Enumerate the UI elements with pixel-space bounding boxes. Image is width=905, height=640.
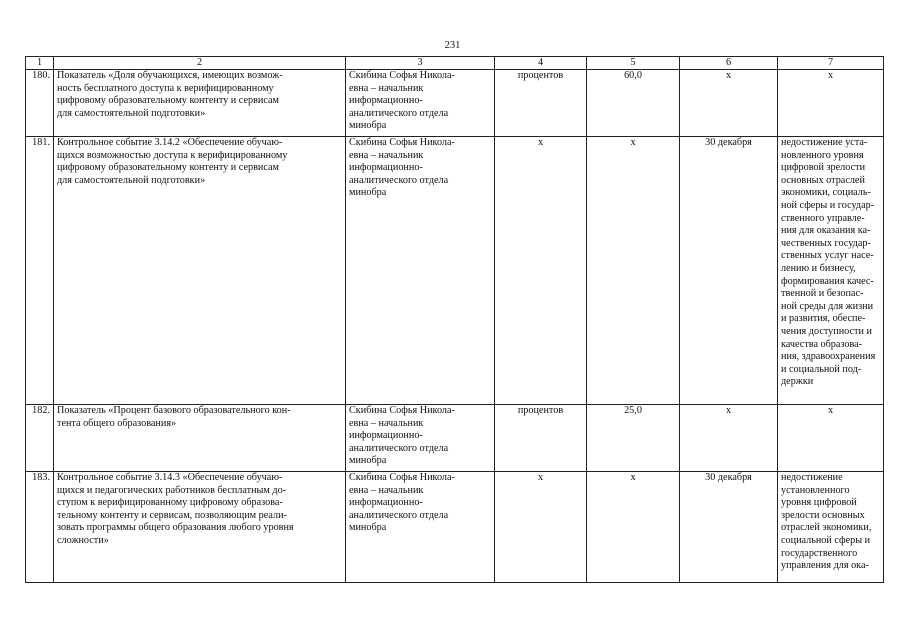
responsible-line: евна – начальник bbox=[349, 417, 424, 429]
risk-line: формирования качес- bbox=[781, 275, 874, 287]
header-col-4: 4 bbox=[495, 57, 587, 70]
risk-line: твенной и безопас- bbox=[781, 288, 864, 300]
risk-line: ственных услуг насе- bbox=[781, 250, 874, 262]
row-risk bbox=[778, 137, 884, 405]
risk-line: и социальной под- bbox=[781, 363, 862, 375]
risk-line: ния для оказания ка- bbox=[781, 225, 871, 237]
responsible-line: минобра bbox=[349, 120, 387, 132]
responsible-line: минобра bbox=[349, 522, 387, 534]
responsible-line: евна – начальник bbox=[349, 484, 424, 496]
risk-line: ния, здравоохранения bbox=[781, 351, 876, 363]
responsible-line: евна – начальник bbox=[349, 149, 424, 161]
risk-line: экономики, социаль- bbox=[781, 187, 871, 199]
row-number: 181. bbox=[26, 137, 54, 405]
table-row bbox=[26, 405, 884, 472]
row-risk bbox=[778, 405, 884, 472]
risk-line: чественных государ- bbox=[781, 237, 871, 249]
table-row bbox=[26, 137, 884, 405]
responsible-line: аналитического отдела bbox=[349, 442, 449, 454]
risk-line: ственного управле- bbox=[781, 212, 865, 224]
responsible-line: аналитического отдела bbox=[349, 509, 449, 521]
header-row bbox=[26, 57, 884, 70]
row-value: 60,0 bbox=[587, 70, 680, 137]
risk-line: ной среды для жизни bbox=[781, 300, 874, 312]
row-value: 25,0 bbox=[587, 405, 680, 472]
row-date: х bbox=[680, 405, 778, 472]
description-line: щихся и педагогических работников бесплатным до- bbox=[57, 484, 287, 496]
risk-line: недостижение bbox=[781, 472, 843, 483]
description-line: зовать программы общего образования любого уровня bbox=[57, 522, 294, 534]
risk-line: цифровой зрелости bbox=[781, 162, 866, 174]
responsible-line: Скибина Софья Никола- bbox=[349, 405, 455, 416]
responsible-line: Скибина Софья Никола- bbox=[349, 472, 455, 483]
risk-line: зрелости основных bbox=[781, 509, 865, 521]
responsible-line: информационно- bbox=[349, 497, 423, 509]
risk-line: и развития, обеспе- bbox=[781, 313, 866, 325]
risk-line: лению и бизнесу, bbox=[781, 262, 856, 274]
header-col-1: 1 bbox=[26, 57, 54, 70]
header-col-5: 5 bbox=[587, 57, 680, 70]
risk-line: х bbox=[827, 70, 834, 81]
responsible-line: Скибина Софья Никола- bbox=[349, 70, 455, 81]
row-risk bbox=[778, 472, 884, 583]
header-col-6: 6 bbox=[680, 57, 778, 70]
row-responsible bbox=[346, 405, 495, 472]
responsible-line: аналитического отдела bbox=[349, 174, 449, 186]
responsible-line: информационно- bbox=[349, 95, 423, 107]
risk-line: х bbox=[827, 405, 834, 416]
responsible-line: евна – начальник bbox=[349, 82, 424, 94]
description-line: цифровому образовательному контенту и сервисам bbox=[57, 95, 279, 107]
page-number: 231 bbox=[444, 40, 461, 51]
row-description bbox=[54, 405, 346, 472]
risk-line: установленного bbox=[781, 484, 850, 496]
responsible-line: Скибина Софья Никола- bbox=[349, 137, 455, 148]
row-number: 182. bbox=[26, 405, 54, 472]
header-col-7: 7 bbox=[778, 57, 884, 70]
responsible-line: информационно- bbox=[349, 430, 423, 442]
row-responsible bbox=[346, 472, 495, 583]
risk-line: ной сферы и государ- bbox=[781, 199, 875, 211]
row-value: х bbox=[587, 137, 680, 405]
row-unit: х bbox=[495, 472, 587, 583]
table-row bbox=[26, 70, 884, 137]
description-line: ность бесплатного доступа к верифицированному bbox=[57, 82, 274, 94]
risk-line: чения доступности и bbox=[781, 325, 872, 337]
header-col-2: 2 bbox=[54, 57, 346, 70]
description-line: щихся возможностью доступа к верифицированному bbox=[57, 149, 288, 161]
description-line: тента общего образования» bbox=[57, 417, 177, 429]
risk-line: новленного уровня bbox=[781, 149, 864, 161]
risk-line: управления для ока- bbox=[781, 560, 869, 572]
risk-line: качества образова- bbox=[781, 338, 863, 350]
row-unit: х bbox=[495, 137, 587, 405]
responsible-line: минобра bbox=[349, 187, 387, 199]
responsible-line: информационно- bbox=[349, 162, 423, 174]
risk-line: недостижение уста- bbox=[781, 137, 868, 148]
risk-line: держки bbox=[781, 376, 814, 388]
description-line: сложности» bbox=[57, 534, 109, 546]
risk-line: уровня цифровой bbox=[781, 497, 857, 509]
risk-line: отраслей экономики, bbox=[781, 522, 872, 534]
row-unit: процентов bbox=[495, 405, 587, 472]
responsible-line: аналитического отдела bbox=[349, 107, 449, 119]
header-col-3: 3 bbox=[346, 57, 495, 70]
row-description bbox=[54, 70, 346, 137]
row-date: х bbox=[680, 70, 778, 137]
description-line: для самостоятельной подготовки» bbox=[57, 174, 206, 186]
description-line: Показатель «Доля обучающихся, имеющих возмож- bbox=[57, 70, 283, 81]
risk-line: государственного bbox=[781, 547, 858, 559]
description-line: Контрольное событие 3.14.2 «Обеспечение обучаю- bbox=[57, 137, 283, 148]
row-number: 183. bbox=[26, 472, 54, 583]
description-line: Показатель «Процент базового образовательного кон- bbox=[57, 405, 291, 416]
description-line: тельному контенту и сервисам, позволяющим реали- bbox=[57, 509, 287, 521]
row-risk bbox=[778, 70, 884, 137]
row-description bbox=[54, 137, 346, 405]
risk-line: социальной сферы и bbox=[781, 534, 871, 546]
plan-table bbox=[25, 56, 884, 583]
row-value: х bbox=[587, 472, 680, 583]
row-date: 30 декабря bbox=[680, 472, 778, 583]
row-unit: процентов bbox=[495, 70, 587, 137]
row-date: 30 декабря bbox=[680, 137, 778, 405]
row-number: 180. bbox=[26, 70, 54, 137]
description-line: цифровому образовательному контенту и сервисам bbox=[57, 162, 279, 174]
description-line: Контрольное событие 3.14.3 «Обеспечение обучаю- bbox=[57, 472, 283, 483]
description-line: ступом к верифицированному цифровому образова- bbox=[57, 497, 283, 509]
responsible-line: минобра bbox=[349, 455, 387, 467]
row-responsible bbox=[346, 137, 495, 405]
risk-line: основных отраслей bbox=[781, 174, 865, 186]
description-line: для самостоятельной подготовки» bbox=[57, 107, 206, 119]
row-responsible bbox=[346, 70, 495, 137]
table-row bbox=[26, 472, 884, 583]
row-description bbox=[54, 472, 346, 583]
